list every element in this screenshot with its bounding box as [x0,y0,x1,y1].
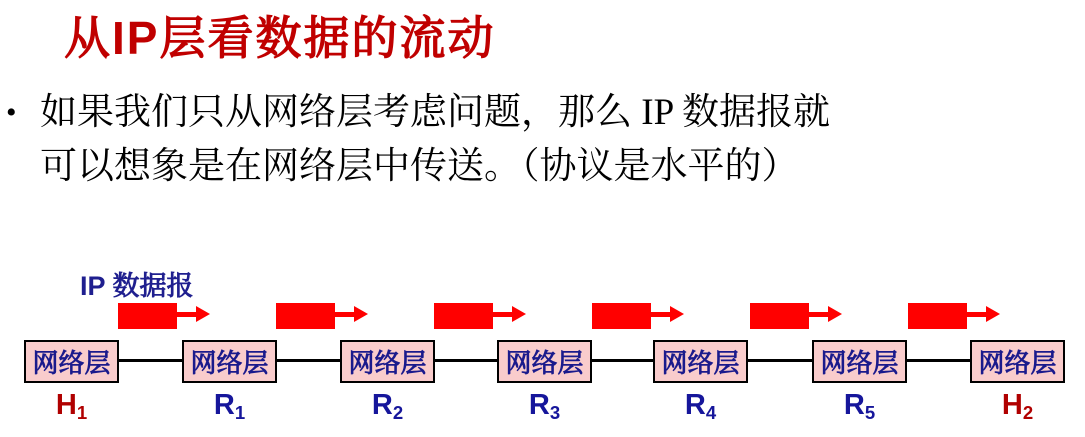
ip-datagram-arrow-icon [750,303,842,331]
network-layer-box [340,340,435,383]
node-r4 [653,340,748,428]
node-h2 [970,340,1065,428]
page-title: 从IP层看数据的流动 [64,12,496,64]
arrow-body-shape [750,303,809,329]
network-layer-box-label: 网络层 [348,348,427,378]
node-r5 [812,340,907,428]
arrow-head-shape [986,306,1000,322]
arrow-body-shape [908,303,967,329]
arrow-stem-shape [967,312,986,317]
arrow-body-shape [434,303,493,329]
bullet-paragraph [6,86,1078,194]
arrow-body-shape [592,303,651,329]
node-label-h1: $H_1$ [55,389,88,424]
bullet-line-1: 如果我们只从网络层考虑问题，那么 IP 数据报就 [40,92,831,133]
ip-datagram-arrow-icon [434,303,526,331]
node-label-r2: $R_2$ [371,389,404,424]
node-h1 [24,340,119,428]
node-label-h2: $H_2$ [1001,389,1034,424]
node-r1 [182,340,277,428]
node-label-r3: $R_3$ [528,389,561,424]
arrow-stem-shape [493,312,512,317]
arrow-stem-shape [809,312,828,317]
network-layer-box [812,340,907,383]
arrow-head-shape [828,306,842,322]
arrow-head-shape [196,306,210,322]
network-layer-box-label: 网络层 [820,348,899,378]
network-layer-box-label: 网络层 [190,348,269,378]
ip-datagram-arrow-icon [592,303,684,331]
node-label-r5: $R_5$ [843,389,876,424]
arrow-stem-shape [177,312,196,317]
bullet-marker: • [6,96,17,129]
arrow-body-shape [118,303,177,329]
ip-datagram-arrow-icon [276,303,368,331]
network-layer-box [970,340,1065,383]
network-layer-box [497,340,592,383]
ip-datagram-arrow-icon [908,303,1000,331]
network-layer-box-label: 网络层 [32,348,111,378]
arrow-head-shape [670,306,684,322]
node-r2 [340,340,435,428]
arrow-head-shape [512,306,526,322]
bullet-line-2: 可以想象是在网络层中传送。（协议是水平的） [40,146,799,187]
network-layer-box-label: 网络层 [505,348,584,378]
network-layer-box [24,340,119,383]
ip-datagram-label: IP 数据报 [80,271,194,301]
network-layer-box-label: 网络层 [978,348,1057,378]
node-label-r4: $R_4$ [684,389,717,424]
ip-datagram-arrow-icon [118,303,210,331]
network-layer-box-label: 网络层 [661,348,740,378]
bullet-text [40,86,830,194]
network-layer-box [653,340,748,383]
arrow-stem-shape [651,312,670,317]
arrow-head-shape [354,306,368,322]
node-label-r1: $R_1$ [213,389,246,424]
node-r3 [497,340,592,428]
arrow-stem-shape [335,312,354,317]
arrow-body-shape [276,303,335,329]
network-layer-box [182,340,277,383]
